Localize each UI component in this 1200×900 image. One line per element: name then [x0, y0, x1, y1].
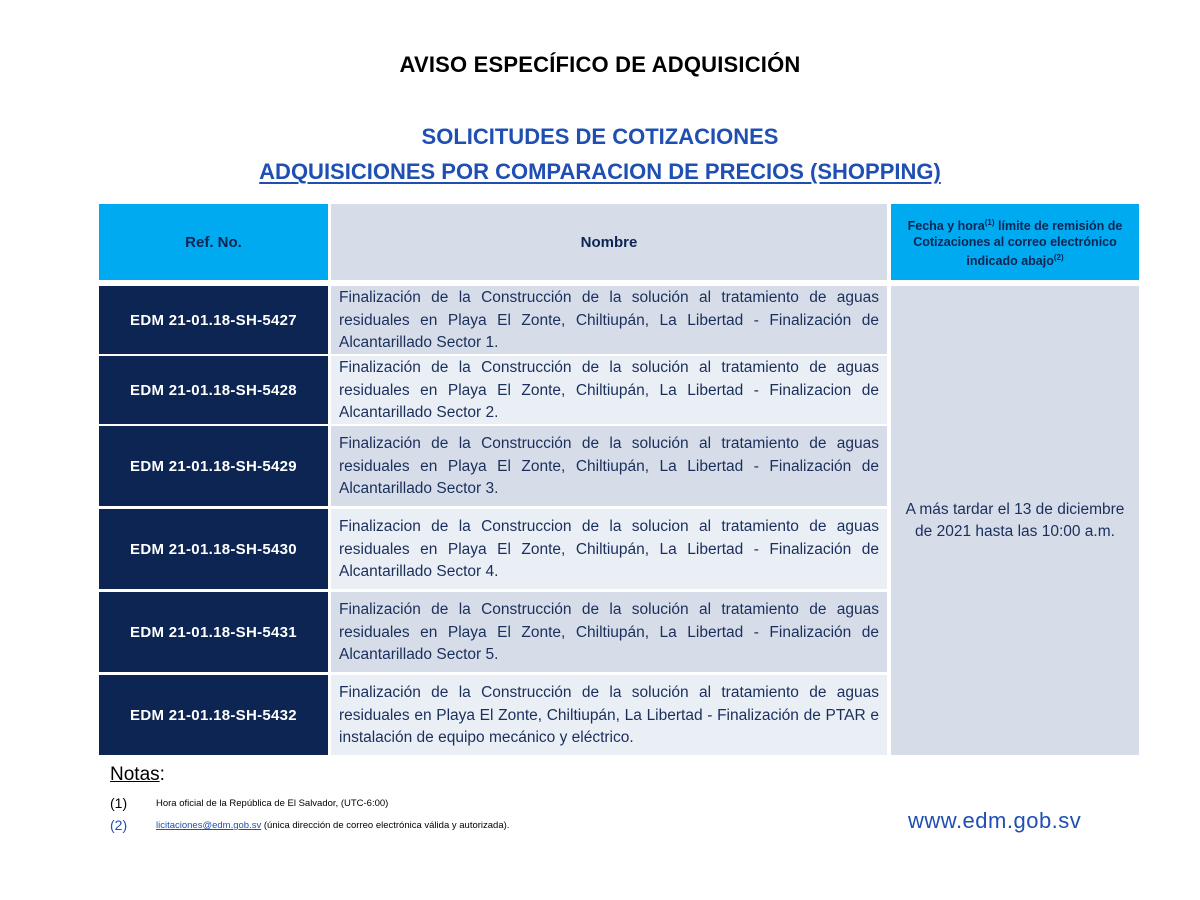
row-ref-5427: EDM 21-01.18-SH-5427: [99, 286, 328, 354]
note-1-text: Hora oficial de la República de El Salvador, (UTC-6:00): [156, 798, 389, 809]
header-deadline-text: [899, 215, 1131, 268]
row-ref-5431: EDM 21-01.18-SH-5431: [99, 592, 328, 672]
note-1-number: (1): [110, 795, 128, 811]
procurement-table: [99, 204, 1139, 755]
row-name-5429: [331, 426, 887, 506]
header-deadline: [891, 204, 1139, 280]
note-2-number: (2): [110, 817, 128, 833]
header-name: Nombre: [331, 204, 887, 280]
row-name-5432: [331, 675, 887, 755]
row-ref-5429: EDM 21-01.18-SH-5429: [99, 426, 328, 506]
page-title: AVISO ESPECÍFICO DE ADQUISICIÓN: [399, 52, 801, 77]
website-link[interactable]: www.edm.gob.sv: [908, 808, 1082, 833]
note-2-text: (única dirección de correo electrónica válida y autorizada).: [261, 820, 510, 831]
row-name-text: Finalización de la Construcción de la solución al tratamiento de aguas residuales en Playa El Zonte, Chiltiupán, La Libertad - Finalización de Alcantarillado Sector 3.: [339, 435, 879, 498]
notes-title: [110, 764, 165, 786]
header-deadline-part2: límite de remisión de Cotizaciones al correo electrónico indicado abajo: [913, 219, 1123, 268]
notes-title-text: Notas: [110, 764, 160, 785]
header-deadline-sup1: (1): [984, 218, 995, 228]
note-2: [110, 817, 509, 833]
row-name-5430: [331, 509, 887, 589]
deadline-cell: A más tardar el 13 de diciembre de 2021 hasta las 10:00 a.m.: [891, 286, 1139, 755]
header-deadline-sup2: (2): [1053, 252, 1064, 262]
row-name-5428: [331, 356, 887, 424]
note-1: [110, 795, 388, 811]
subtitle-quotations: SOLICITUDES DE COTIZACIONES: [421, 124, 779, 149]
header-deadline-part1: Fecha y hora: [907, 219, 985, 234]
subtitle-shopping: [0, 159, 1200, 185]
subtitle-shopping-text: ADQUISICIONES POR COMPARACION DE PRECIOS (SHOPPING): [259, 159, 941, 184]
row-ref-5428: EDM 21-01.18-SH-5428: [99, 356, 328, 424]
row-ref-5430: EDM 21-01.18-SH-5430: [99, 509, 328, 589]
header-ref-no: Ref. No.: [99, 204, 328, 280]
note-2-email-link[interactable]: licitaciones@edm.gob.sv: [156, 820, 262, 831]
notes-title-colon: :: [159, 764, 165, 785]
row-name-text: Finalización de la Construcción de la solución al tratamiento de aguas residuales en Playa El Zonte, Chiltiupán, La Libertad - Finalización de Alcantarillado Sector 5.: [339, 601, 879, 664]
row-ref-5432: EDM 21-01.18-SH-5432: [99, 675, 328, 755]
row-name-text: Finalización de la Construcción de la solución al tratamiento de aguas residuales en Playa El Zonte, Chiltiupán, La Libertad - Finalización de Alcantarillado Sector 1.: [339, 289, 879, 352]
row-name-text: Finalización de la Construcción de la solución al tratamiento de aguas residuales en Playa El Zonte, Chiltiupán, La Libertad - Finalizacion de Alcantarillado Sector 2.: [339, 359, 879, 422]
row-name-5431: [331, 592, 887, 672]
row-name-text: Finalizacion de la Construccion de la solucion al tratamiento de aguas residuales en Playa El Zonte, Chiltiupán, La Libertad - Finalización de Alcantarillado Sector 4.: [339, 518, 879, 581]
row-name-text: Finalización de la Construcción de la solución al tratamiento de aguas residuales en Playa El Zonte, Chiltiupán, La Libertad - Finalización de PTAR e instalación de equipo mecánico y eléctrico.: [339, 684, 879, 747]
row-name-5427: [331, 286, 887, 354]
